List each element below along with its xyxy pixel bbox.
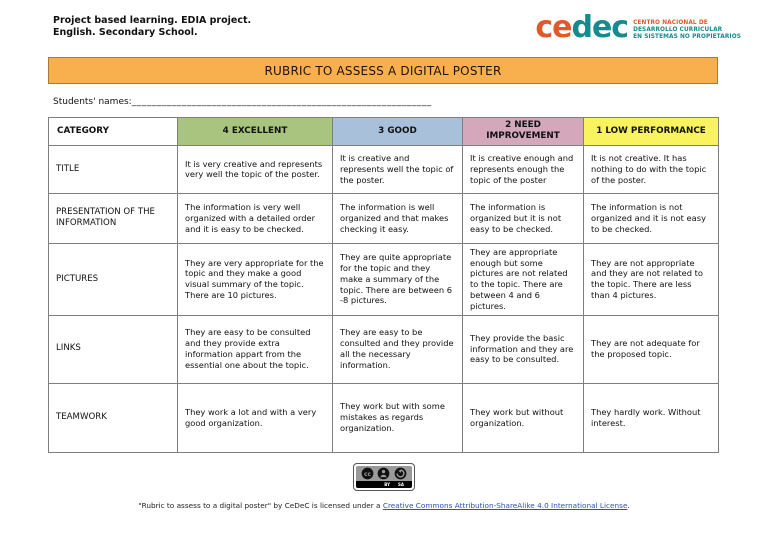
rubric-cell: They are very appropriate for the topic and they make a good visual summary of the topic. There are 10 pictures.	[178, 243, 333, 315]
rubric-cell: It is not creative. It has nothing to do with the topic of the poster.	[584, 145, 719, 193]
rubric-cell: It is creative enough and represents enough the topic of the poster	[463, 145, 584, 193]
logo-tagline-line-2: DESARROLLO CURRICULAR	[633, 27, 723, 34]
row-label-links: LINKS	[49, 315, 178, 383]
students-names-label: Students' names:	[53, 97, 132, 107]
cc-badge-inner	[356, 466, 412, 488]
logo-tagline-line-1: CENTRO NACIONAL DE	[633, 20, 708, 26]
header-line-1: Project based learning. EDIA project.	[53, 15, 252, 26]
rubric-cell: They are quite appropriate for the topic and they make a summary of the topic. There are between 6 -8 pictures.	[333, 243, 463, 315]
rubric-cell: It is very creative and represents very well the topic of the poster.	[178, 145, 333, 193]
row-label-title: TITLE	[49, 145, 178, 193]
table-row-pictures	[49, 243, 719, 315]
column-header-category: CATEGORY	[49, 118, 178, 146]
table-row-presentation	[49, 193, 719, 243]
rubric-cell: They provide the basic information and they are easy to be consulted.	[463, 315, 584, 383]
rubric-cell: They are not appropriate and they are not related to the topic. There are less than 4 pictures.	[584, 243, 719, 315]
rubric-cell: They are not adequate for the proposed topic.	[584, 315, 719, 383]
rubric-cell: The information is organized but it is not easy to be checked.	[463, 193, 584, 243]
rubric-cell: They are easy to be consulted and they provide all the necessary information.	[333, 315, 463, 383]
header-line-2: English. Secondary School.	[53, 27, 198, 39]
license-link[interactable]: Creative Commons Attribution-ShareAlike 4.0 International License	[382, 501, 628, 510]
cc-by-sa-badge	[353, 463, 415, 491]
cc-badge-strip	[356, 481, 412, 488]
row-label-pictures: PICTURES	[49, 243, 178, 315]
row-label-presentation: PRESENTATION OF THE INFORMATION	[49, 193, 178, 243]
rubric-cell: They work a lot and with a very good organization.	[178, 383, 333, 452]
column-header-good: 3 GOOD	[333, 118, 463, 146]
logo-word-teal: dec	[571, 10, 629, 45]
column-header-need-improvement: 2 NEED IMPROVEMENT	[463, 118, 584, 146]
license-period: .	[627, 501, 630, 510]
rubric-cell: The information is well organized and that makes checking it easy.	[333, 193, 463, 243]
rubric-cell: The information is very well organized with a detailed order and it is easy to be checked.	[178, 193, 333, 243]
license-text: "Rubric to assess to a digital poster" by CeDeC is licensed under a	[138, 501, 383, 510]
rubric-title-banner	[48, 57, 718, 84]
page-title: RUBRIC TO ASSESS A DIGITAL POSTER	[264, 63, 502, 78]
students-names-row	[53, 97, 432, 107]
rubric-cell: They work but without organization.	[463, 383, 584, 452]
table-row-title	[49, 145, 719, 193]
rubric-cell: It is creative and represents well the topic of the poster.	[333, 145, 463, 193]
cedec-logo-wordmark	[535, 10, 629, 45]
rubric-cell: The information is not organized and it is not easy to be checked.	[584, 193, 719, 243]
document-header	[53, 15, 251, 40]
cc-sa-label: SA	[398, 482, 404, 487]
table-row-links	[49, 315, 719, 383]
logo-tagline-line-3: EN SISTEMAS NO PROPIETARIOS	[633, 34, 741, 41]
svg-text:cc: cc	[363, 471, 371, 478]
rubric-cell: They are easy to be consulted and they provide extra information appart from the essential one about the topic.	[178, 315, 333, 383]
cedec-logo-tagline	[633, 20, 741, 42]
cc-by-label: BY	[384, 482, 391, 487]
column-header-excellent: 4 EXCELLENT	[178, 118, 333, 146]
students-names-blank-line: ____________________________________________________________	[131, 97, 432, 107]
table-header-row	[49, 118, 719, 146]
rubric-cell: They are appropriate enough but some pictures are not related to the topic. There are between 4 and 6 pictures.	[463, 243, 584, 315]
table-row-teamwork	[49, 383, 719, 452]
logo-word-orange: ce	[535, 10, 572, 45]
rubric-table	[48, 117, 719, 453]
column-header-low-performance: 1 LOW PERFORMANCE	[584, 118, 719, 146]
license-statement	[0, 501, 768, 510]
rubric-cell: They hardly work. Without interest.	[584, 383, 719, 452]
row-label-teamwork: TEAMWORK	[49, 383, 178, 452]
rubric-cell: They work but with some mistakes as regards organization.	[333, 383, 463, 452]
cedec-logo	[535, 10, 741, 45]
